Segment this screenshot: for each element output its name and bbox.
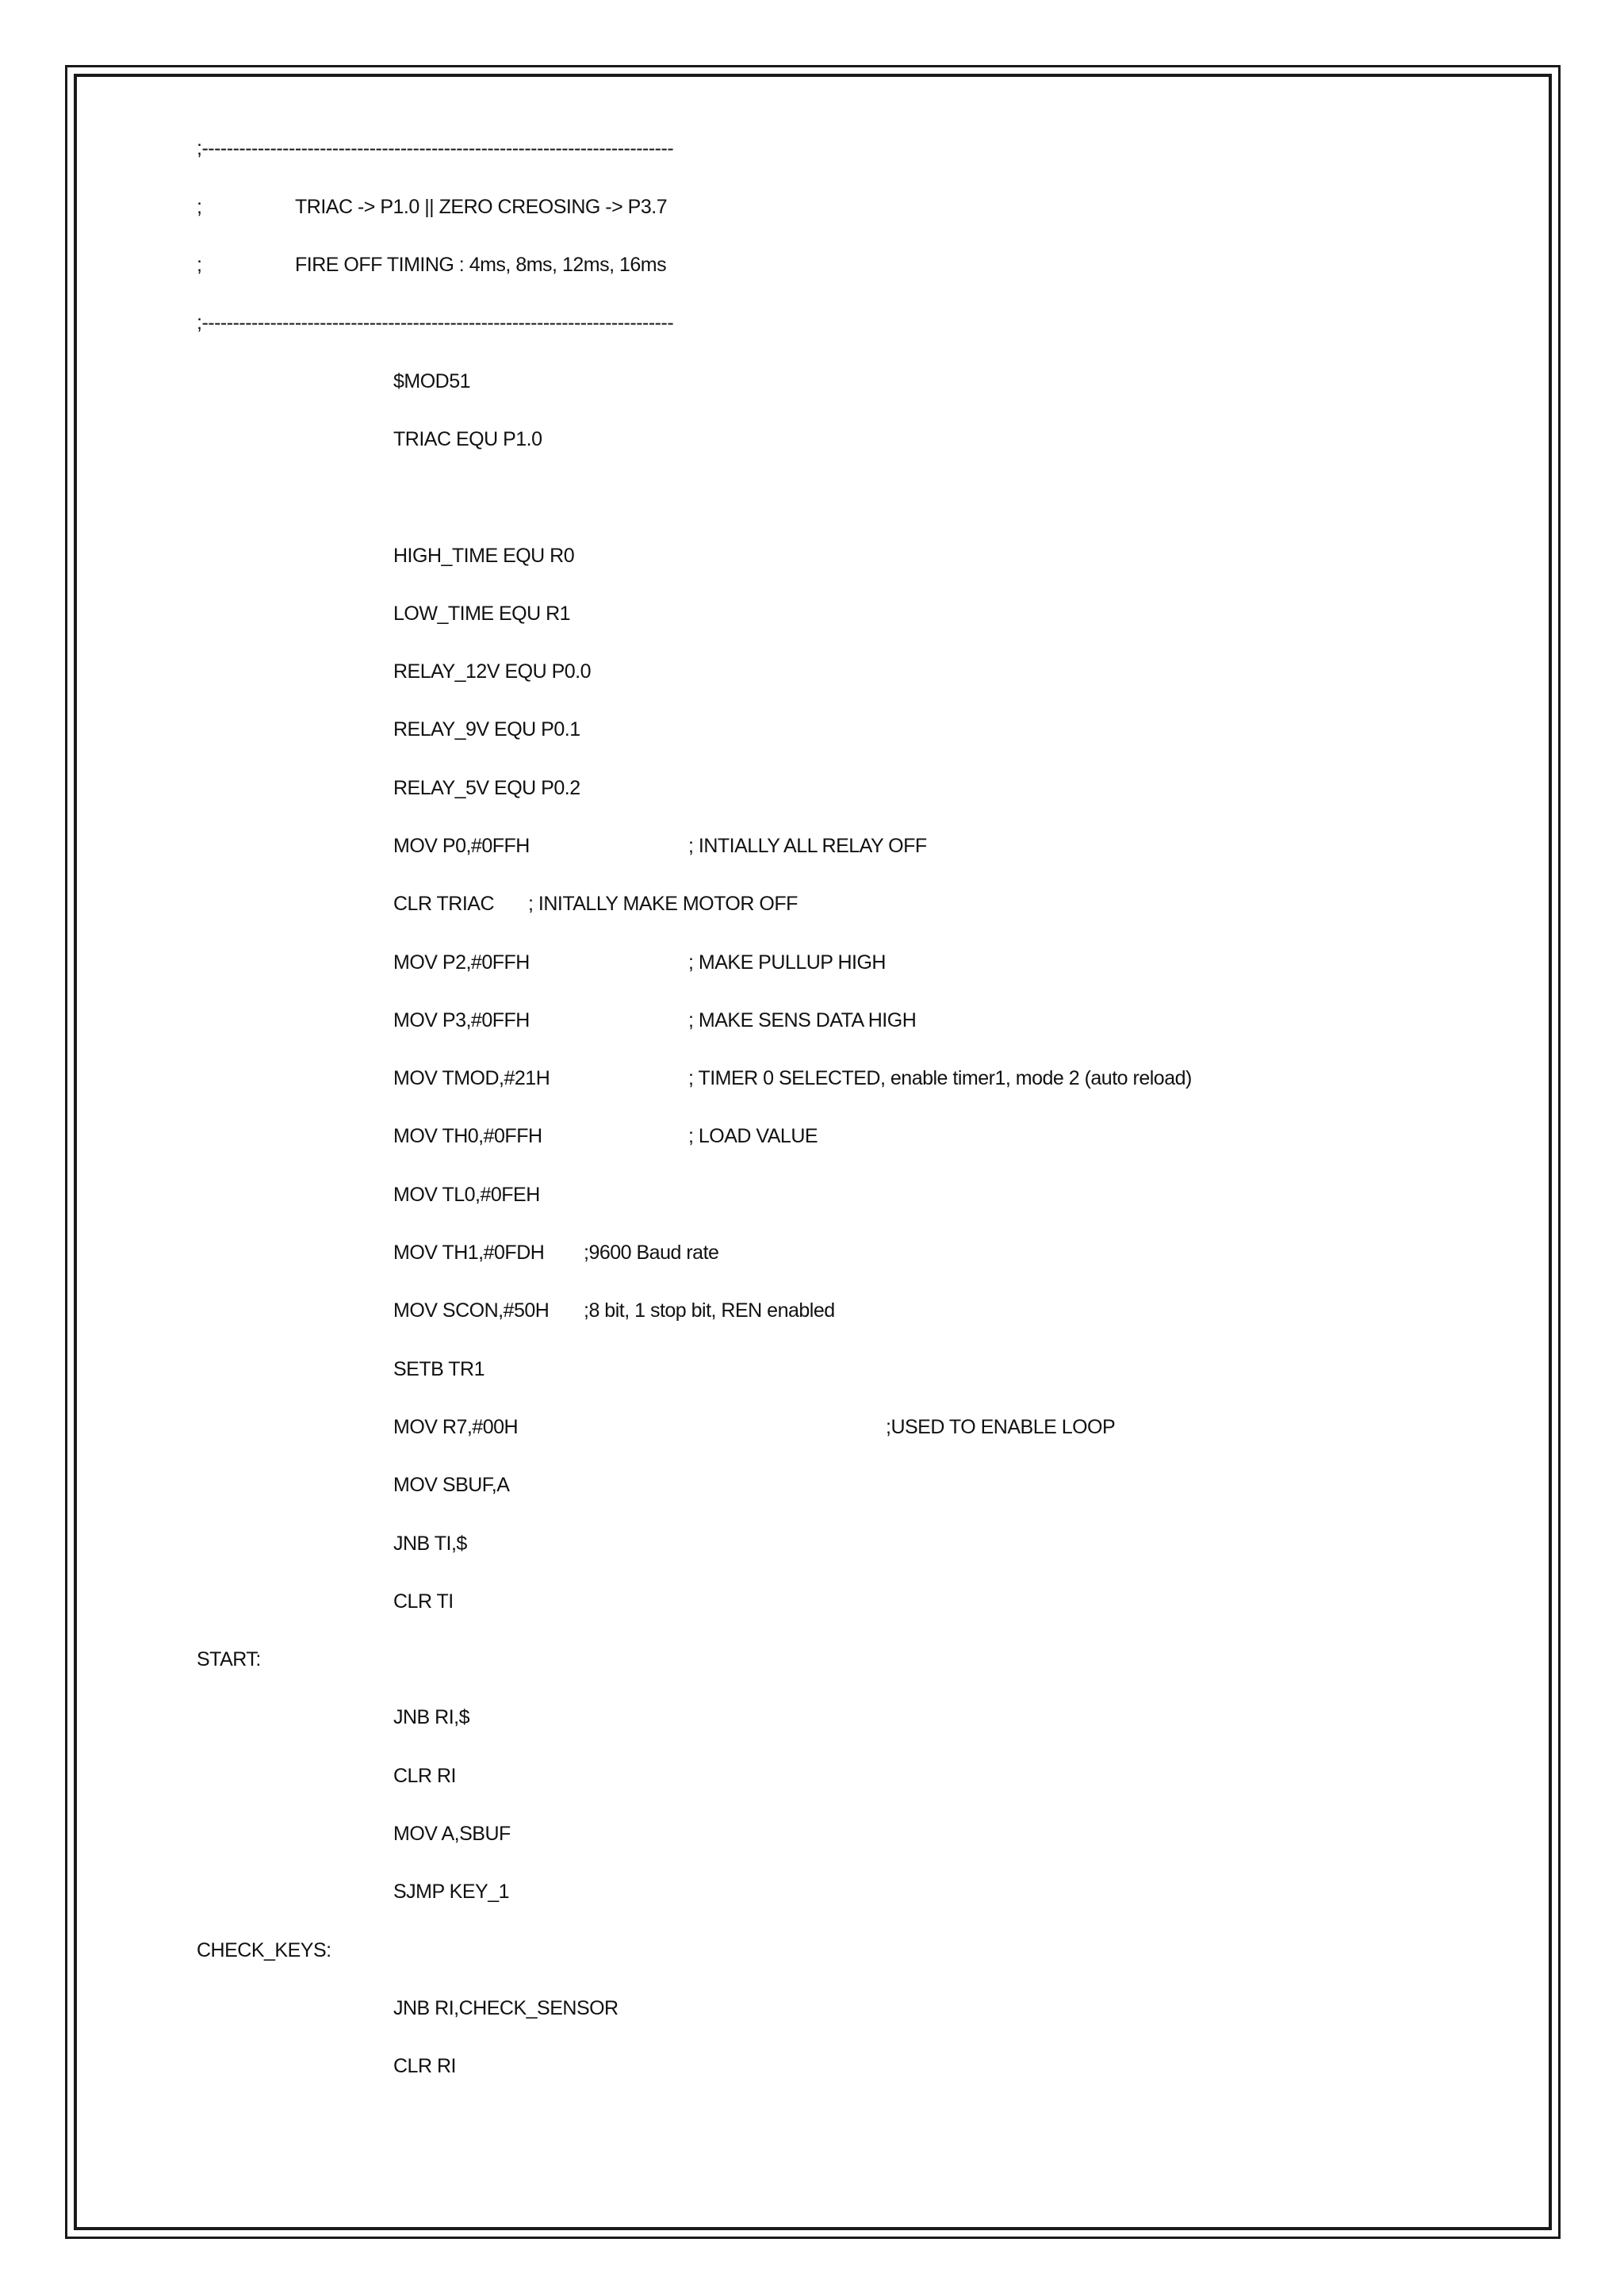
code-line-low-time: LOW_TIME EQU R1 [393, 603, 571, 625]
code-line-mov-sbuf-a: MOV SBUF,A [393, 1474, 510, 1496]
header-line1-text: TRIAC -> P1.0 || ZERO CREOSING -> P3.7 [295, 196, 668, 218]
code-comment-mov-r7: ;USED TO ENABLE LOOP [886, 1416, 1116, 1438]
header-divider-bottom: ;---------------------------------------------------------------------------- [197, 312, 674, 334]
code-line-mov-tmod: MOV TMOD,#21H [393, 1067, 550, 1089]
code-line-high-time: HIGH_TIME EQU R0 [393, 545, 575, 567]
code-line-mod: $MOD51 [393, 370, 471, 392]
code-line-relay-9v: RELAY_9V EQU P0.1 [393, 718, 580, 740]
code-line-mov-p2: MOV P2,#0FFH [393, 951, 530, 974]
header-line2-prefix: ; [197, 254, 202, 276]
code-comment-mov-p3: ; MAKE SENS DATA HIGH [688, 1009, 917, 1031]
code-line-mov-th1: MOV TH1,#0FDH [393, 1242, 545, 1264]
code-line-mov-p0: MOV P0,#0FFH [393, 835, 530, 857]
code-line-mov-th0: MOV TH0,#0FFH [393, 1125, 542, 1147]
code-comment-mov-tmod: ; TIMER 0 SELECTED, enable timer1, mode 2 (auto reload) [688, 1067, 1192, 1089]
code-line-mov-tl0: MOV TL0,#0FEH [393, 1184, 540, 1206]
code-comment-mov-th0: ; LOAD VALUE [688, 1125, 818, 1147]
code-line-jnb-ri: JNB RI,$ [393, 1706, 470, 1728]
code-comment-mov-p0: ; INTIALLY ALL RELAY OFF [688, 835, 927, 857]
code-line-sjmp-key1: SJMP KEY_1 [393, 1881, 510, 1903]
code-line-triac-equ: TRIAC EQU P1.0 [393, 428, 542, 450]
code-line-mov-a-sbuf: MOV A,SBUF [393, 1823, 511, 1845]
code-line-clr-ti: CLR TI [393, 1590, 454, 1613]
code-line-clr-ri: CLR RI [393, 1765, 456, 1787]
code-line-mov-r7: MOV R7,#00H [393, 1416, 519, 1438]
code-line-jnb-ti: JNB TI,$ [393, 1533, 467, 1555]
code-line-relay-5v: RELAY_5V EQU P0.2 [393, 777, 580, 799]
code-line-clr-ri-2: CLR RI [393, 2055, 456, 2077]
code-line-setb-tr1: SETB TR1 [393, 1358, 485, 1380]
code-line-jnb-ri-sensor: JNB RI,CHECK_SENSOR [393, 1997, 619, 2019]
code-comment-mov-th1: ;9600 Baud rate [584, 1242, 719, 1264]
code-line-mov-scon: MOV SCON,#50H [393, 1299, 550, 1322]
code-comment-mov-scon: ;8 bit, 1 stop bit, REN enabled [584, 1299, 835, 1322]
code-line-mov-p3: MOV P3,#0FFH [393, 1009, 530, 1031]
header-line2-text: FIRE OFF TIMING : 4ms, 8ms, 12ms, 16ms [295, 254, 667, 276]
code-line-clr-triac: CLR TRIAC [393, 893, 495, 915]
code-comment-mov-p2: ; MAKE PULLUP HIGH [688, 951, 886, 974]
header-divider-top: ;---------------------------------------------------------------------------- [197, 137, 674, 159]
code-label-check-keys: CHECK_KEYS: [197, 1939, 331, 1961]
header-line1-prefix: ; [197, 196, 202, 218]
code-label-start: START: [197, 1648, 261, 1670]
code-line-relay-12v: RELAY_12V EQU P0.0 [393, 660, 592, 683]
code-comment-clr-triac: ; INITALLY MAKE MOTOR OFF [528, 893, 798, 915]
